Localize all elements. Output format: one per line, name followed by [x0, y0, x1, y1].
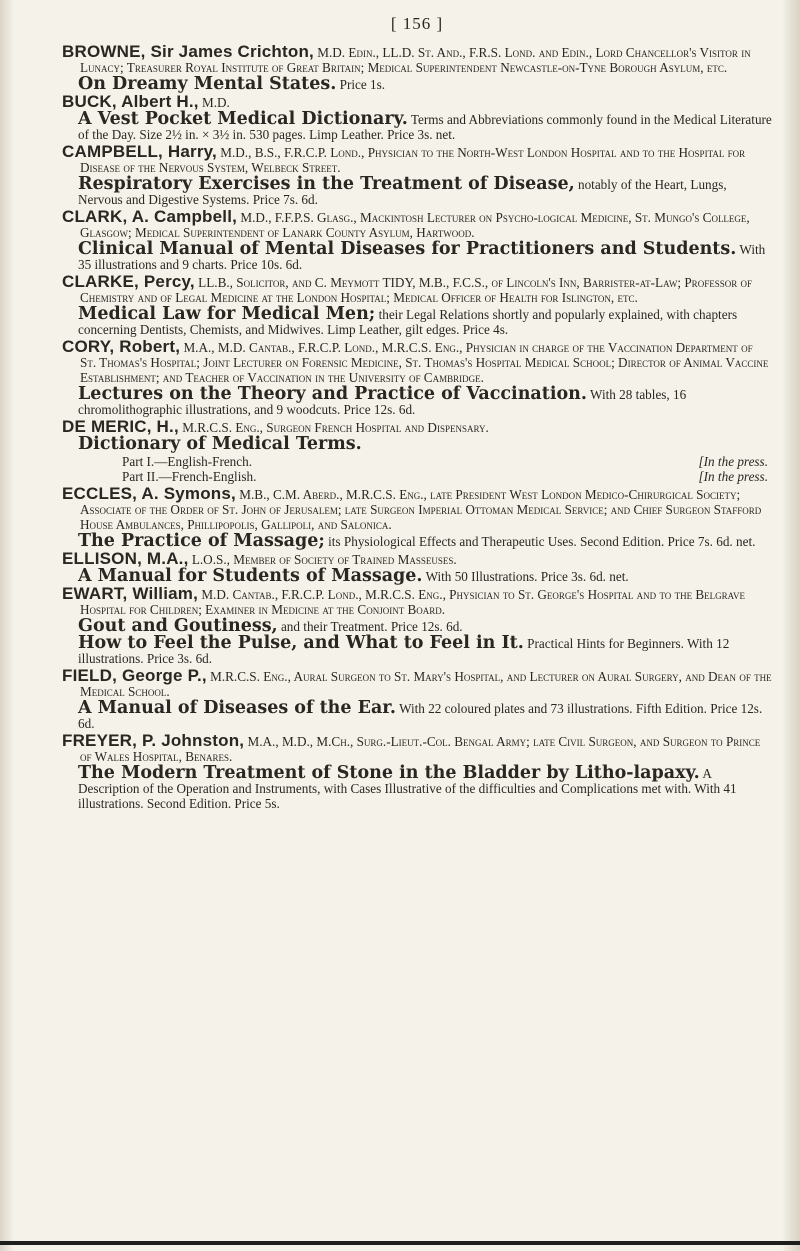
part-status: [In the press.: [698, 469, 768, 484]
catalogue-entry: [62, 586, 772, 666]
book-title: How to Feel the Pulse, and What to Feel in It.: [78, 633, 524, 653]
book-title: Lectures on the Theory and Practice of Vaccination.: [78, 384, 587, 404]
book-description: Practical Hints for Beginners. With 12 illustrations. Price 3s. 6d.: [78, 636, 730, 666]
author-qualifications: M.A., M.D., M.Ch., Surg.-Lieut.-Col. Bengal Army; late Civil Surgeon, and Surgeon to Prince of Wales Hospital, Benares.: [80, 734, 761, 764]
entry-list: [62, 44, 772, 811]
page-number: [ 156 ]: [390, 14, 444, 33]
volume-parts: [122, 454, 772, 484]
book-title-line: [78, 633, 772, 666]
catalogue-entry: [62, 551, 772, 584]
catalogue-entry: [62, 209, 772, 272]
book-title: The Practice of Massage;: [78, 531, 325, 551]
volume-part-row: [122, 469, 772, 484]
page-edge-shadow: [0, 0, 14, 1251]
author-name: DE MERIC, H.,: [62, 417, 179, 436]
author-name: CLARK, A. Campbell,: [62, 207, 238, 226]
book-title-line: [78, 174, 772, 207]
part-label: Part I.—English-French.: [122, 454, 253, 469]
catalogue-entry: [62, 94, 772, 142]
author-qualifications: M.D.: [201, 95, 230, 110]
book-title: Dictionary of Medical Terms.: [78, 434, 362, 454]
author-qualifications: M.D. Edin., LL.D. St. And., F.R.S. Lond. and Edin., Lord Chancellor's Visitor in Lunacy; Treasurer Royal Institute of Great Britain; Medical Superintendent Newcastle-on-Tyne Borough Asylum, etc.: [80, 45, 751, 75]
author-line: [62, 44, 772, 75]
book-title-line: [78, 304, 772, 337]
author-line: [62, 144, 772, 175]
author-line: [62, 733, 772, 764]
author-qualifications: LL.B., Solicitor, and C. Meymott TIDY, M.B., F.C.S., of Lincoln's Inn, Barrister-at-Law; Professor of Chemistry and of Legal Medicine at the London Hospital; Medical Officer of Health for Islington, etc.: [80, 275, 753, 305]
part-status: [In the press.: [698, 454, 768, 469]
book-title-line: [78, 239, 772, 272]
author-line: [62, 94, 772, 110]
author-name: FIELD, George P.,: [62, 666, 207, 685]
author-qualifications: M.B., C.M. Aberd., M.R.C.S. Eng., late President West London Medico-Chirurgical Society; Associate of the Order of St. John of Jerusalem; late Surgeon Imperial Ottoman Medical Service; and Chief Surgeon Stafford House Ambulances, Phillipopolis, Gallipoli, and Salonica.: [80, 487, 762, 532]
author-name: BROWNE, Sir James Crichton,: [62, 42, 314, 61]
author-qualifications: M.R.C.S. Eng., Aural Surgeon to St. Mary's Hospital, and Lecturer on Aural Surgery, and Dean of the Medical School.: [80, 669, 772, 699]
author-qualifications: L.O.S., Member of Society of Trained Masseuses.: [191, 552, 457, 567]
book-description: With 22 coloured plates and 73 illustrations. Fifth Edition. Price 12s. 6d.: [78, 701, 763, 731]
author-line: [62, 586, 772, 617]
author-line: [62, 551, 772, 567]
book-description: and their Treatment. Price 12s. 6d.: [280, 619, 463, 634]
volume-part-row: [122, 454, 772, 469]
catalogue-entry: [62, 44, 772, 92]
book-title-line: [78, 566, 772, 586]
book-title-line: [78, 531, 772, 551]
book-title: Clinical Manual of Mental Diseases for Practitioners and Students.: [78, 239, 737, 259]
catalogue-entry: [62, 274, 772, 337]
author-qualifications: M.D., F.F.P.S. Glasg., Mackintosh Lecturer on Psycho-logical Medicine, St. Mungo's College, Glasgow; Medical Superintendent of Lanark County Asylum, Hartwood.: [80, 210, 750, 240]
author-line: [62, 419, 772, 435]
book-title: Gout and Goutiness,: [78, 616, 278, 636]
book-title-line: [78, 616, 772, 636]
book-title: The Modern Treatment of Stone in the Bladder by Litho-lapaxy.: [78, 763, 700, 783]
part-label: Part II.—French-English.: [122, 469, 257, 484]
book-description: notably of the Heart, Lungs, Nervous and Digestive Systems. Price 7s. 6d.: [78, 177, 727, 207]
book-title: Respiratory Exercises in the Treatment of Disease,: [78, 174, 575, 194]
book-description: A Description of the Operation and Instruments, with Cases Illustrative of the difficulties and Complications met with. With 41 illustrations. Second Edition. Price 5s.: [78, 766, 737, 811]
author-qualifications: M.D., B.S., F.R.C.P. Lond., Physician to the North-West London Hospital and to the Hospital for Disease of the Nervous System, Welbeck Street.: [80, 145, 746, 175]
author-name: ECCLES, A. Symons,: [62, 484, 236, 503]
author-line: [62, 274, 772, 305]
book-title-line: [78, 109, 772, 142]
catalogue-entry: [62, 419, 772, 484]
book-title-line: [78, 698, 772, 731]
author-name: CLARKE, Percy,: [62, 272, 195, 291]
book-description: their Legal Relations shortly and popularly explained, with chapters concerning Dentists, Chemists, and Midwives. Limp Leather, gilt edges. Price 4s.: [78, 307, 738, 337]
catalogue-entry: [62, 733, 772, 811]
author-line: [62, 339, 772, 385]
book-description: With 50 Illustrations. Price 3s. 6d. net.: [425, 569, 629, 584]
author-line: [62, 486, 772, 532]
catalogue-page: [62, 14, 772, 813]
author-name: EWART, William,: [62, 584, 199, 603]
bottom-rule: [0, 1241, 800, 1245]
author-qualifications: M.R.C.S. Eng., Surgeon French Hospital and Dispensary.: [182, 420, 489, 435]
author-name: CORY, Robert,: [62, 337, 181, 356]
page-binding-edge: [782, 0, 800, 1251]
book-title-line: [78, 763, 772, 811]
author-name: BUCK, Albert H.,: [62, 92, 199, 111]
author-qualifications: M.A., M.D. Cantab., F.R.C.P. Lond., M.R.C.S. Eng., Physician in charge of the Vaccination Department of St. Thomas's Hospital; Joint Lecturer on Forensic Medicine, St. Thomas's Hospital Medical School; Director of Animal Vaccine Establishment; and Teacher of Vaccination in the University of Cambridge.: [80, 340, 769, 385]
book-description: With 28 tables, 16 chromolithographic illustrations, and 9 woodcuts. Price 12s. 6d.: [78, 387, 687, 417]
book-description: Terms and Abbreviations commonly found in the Medical Literature of the Day. Size 2½ in. × 3½ in. 530 pages. Limp Leather. Price 3s. net.: [78, 112, 772, 142]
book-title-line: [78, 434, 772, 454]
book-description: Price 1s.: [339, 77, 386, 92]
author-name: CAMPBELL, Harry,: [62, 142, 217, 161]
author-line: [62, 668, 772, 699]
book-title: On Dreamy Mental States.: [78, 74, 337, 94]
book-title-line: [78, 384, 772, 417]
catalogue-entry: [62, 668, 772, 731]
book-title: A Manual for Students of Massage.: [78, 566, 423, 586]
author-qualifications: M.D. Cantab., F.R.C.P. Lond., M.R.C.S. Eng., Physician to St. George's Hospital and to the Belgrave Hospital for Children; Examiner in Medicine at the Conjoint Board.: [80, 587, 746, 617]
author-line: [62, 209, 772, 240]
catalogue-entry: [62, 339, 772, 417]
book-title-line: [78, 74, 772, 94]
book-title: Medical Law for Medical Men;: [78, 304, 376, 324]
author-name: ELLISON, M.A.,: [62, 549, 189, 568]
catalogue-entry: [62, 144, 772, 207]
book-title: A Vest Pocket Medical Dictionary.: [78, 109, 408, 129]
book-description: With 35 illustrations and 9 charts. Price 10s. 6d.: [78, 242, 766, 272]
book-description: its Physiological Effects and Therapeutic Uses. Second Edition. Price 7s. 6d. net.: [328, 534, 756, 549]
catalogue-entry: [62, 486, 772, 549]
book-title: A Manual of Diseases of the Ear.: [78, 698, 396, 718]
author-name: FREYER, P. Johnston,: [62, 731, 245, 750]
